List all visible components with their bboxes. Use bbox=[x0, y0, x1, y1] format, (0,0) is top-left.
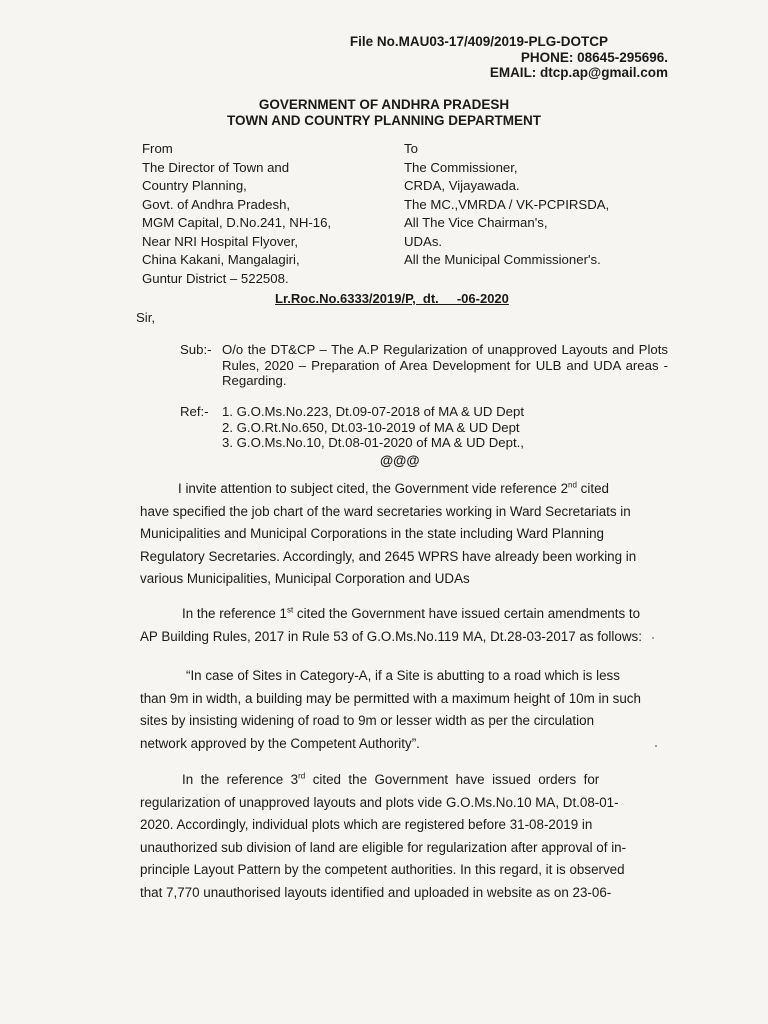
paragraph-line bbox=[140, 769, 670, 792]
paragraph-3-quote bbox=[140, 665, 670, 755]
to-line: The MC.,VMRDA / VK-PCPIRSDA, bbox=[404, 196, 610, 212]
text-run: In the reference 3 bbox=[182, 772, 299, 787]
paragraph-line: AP Building Rules, 2017 in Rule 53 of G.O.Ms.No.119 MA, Dt.28-03-2017 as follows: bbox=[140, 628, 642, 644]
department-title: TOWN AND COUNTRY PLANNING DEPARTMENT bbox=[227, 113, 541, 128]
to-line: To bbox=[404, 141, 418, 156]
from-line: Country Planning, bbox=[142, 178, 247, 193]
reference-list bbox=[222, 404, 524, 451]
from-line: Near NRI Hospital Flyover, bbox=[142, 233, 299, 249]
from-line: Guntur District – 522508. bbox=[142, 270, 289, 286]
paragraph-line: have specified the job chart of the ward secretaries working in Ward Secretariats in bbox=[140, 503, 631, 519]
paragraph-line bbox=[140, 478, 670, 501]
paragraph-line: Regulatory Secretaries. Accordingly, and 2645 WPRS have already been working in bbox=[140, 548, 637, 564]
paragraph-line: various Municipalities, Municipal Corporation and UDAs bbox=[140, 571, 470, 587]
from-line: Govt. of Andhra Pradesh, bbox=[142, 196, 291, 212]
superscript: rd bbox=[298, 771, 306, 781]
paragraph-line: 2020. Accordingly, individual plots which are registered before 31-08-2019 in bbox=[140, 817, 593, 833]
text-run: cited bbox=[576, 481, 609, 496]
phone-number: PHONE: 08645-295696. bbox=[520, 49, 668, 65]
paragraph-1 bbox=[140, 478, 670, 591]
from-line: The Director of Town and bbox=[142, 159, 290, 175]
paragraph-line: than 9m in width, a building may be permitted with a maximum height of 10m in such bbox=[140, 690, 641, 706]
paragraph-line: principle Layout Pattern by the competent authorities. In this regard, it is observed bbox=[140, 862, 625, 878]
to-line: CRDA, Vijayawada. bbox=[404, 178, 520, 193]
to-line: The Commissioner, bbox=[404, 159, 518, 175]
to-line: All The Vice Chairman's, bbox=[404, 215, 548, 230]
from-line: China Kakani, Mangalagiri, bbox=[142, 252, 300, 267]
paragraph-line: sites by insisting widening of road to 9m or lesser width as per the circulation bbox=[140, 713, 595, 729]
paragraph-line bbox=[140, 603, 670, 626]
reference-label: Ref:- bbox=[180, 404, 209, 419]
scan-speck bbox=[655, 745, 657, 747]
paragraph-2 bbox=[140, 603, 670, 648]
paragraph-line: Municipalities and Municipal Corporations in the state including Ward Planning bbox=[140, 526, 604, 542]
from-address bbox=[142, 140, 331, 288]
to-address bbox=[404, 140, 609, 270]
paragraph-line: network approved by the Competent Authority”. bbox=[140, 735, 420, 751]
from-line: MGM Capital, D.No.241, NH-16, bbox=[142, 215, 332, 230]
subject-text: O/o the DT&CP – The A.P Regularization of unapproved Layouts and Plots Rules, 2020 – Preparation of Area Development for ULB and UDA areas - Regarding. bbox=[222, 342, 668, 388]
letter-reference-number: Lr.Roc.No.6333/2019/P, dt. -06-2020 bbox=[275, 291, 509, 306]
text-run: cited the Government have issued orders for bbox=[305, 772, 600, 787]
email-address: EMAIL: dtcp.ap@gmail.com bbox=[489, 65, 668, 80]
to-line: UDAs. bbox=[404, 233, 443, 249]
letter-header bbox=[350, 34, 668, 81]
reference-item: 3. G.O.Ms.No.10, Dt.08-01-2020 of MA & UD Dept., bbox=[222, 435, 524, 450]
separator-symbol: @@@ bbox=[380, 453, 420, 468]
salutation: Sir, bbox=[136, 310, 156, 325]
text-run: I invite attention to subject cited, the Government vide reference 2 bbox=[178, 481, 569, 496]
paragraph-line: that 7,770 unauthorised layouts identified and uploaded in website as on 23-06- bbox=[140, 884, 612, 900]
reference-item: 2. G.O.Rt.No.650, Dt.03-10-2019 of MA & UD Dept bbox=[222, 419, 520, 435]
paragraph-line: regularization of unapproved layouts and plots vide G.O.Ms.No.10 MA, Dt.08-01- bbox=[140, 794, 619, 810]
file-number: File No.MAU03-17/409/2019-PLG-DOTCP bbox=[349, 34, 608, 49]
superscript: nd bbox=[568, 480, 577, 490]
department-heading bbox=[0, 97, 768, 129]
scan-speck bbox=[652, 637, 654, 639]
paragraph-line: unauthorized sub division of land are eligible for regularization after approval of in- bbox=[140, 839, 627, 855]
text-run: In the reference 1 bbox=[182, 606, 287, 621]
government-title: GOVERNMENT OF ANDHRA PRADESH bbox=[258, 97, 510, 112]
paragraph-4 bbox=[140, 769, 670, 905]
paragraph-line: “In case of Sites in Category-A, if a Site is abutting to a road which is less bbox=[186, 668, 620, 683]
text-run: cited the Government have issued certain amendments to bbox=[293, 606, 641, 621]
reference-item: 1. G.O.Ms.No.223, Dt.09-07-2018 of MA & UD Dept bbox=[222, 404, 524, 419]
from-line: From bbox=[142, 141, 173, 156]
superscript: st bbox=[286, 605, 294, 615]
subject-label: Sub:- bbox=[180, 342, 212, 357]
to-line: All the Municipal Commissioner's. bbox=[404, 252, 601, 267]
